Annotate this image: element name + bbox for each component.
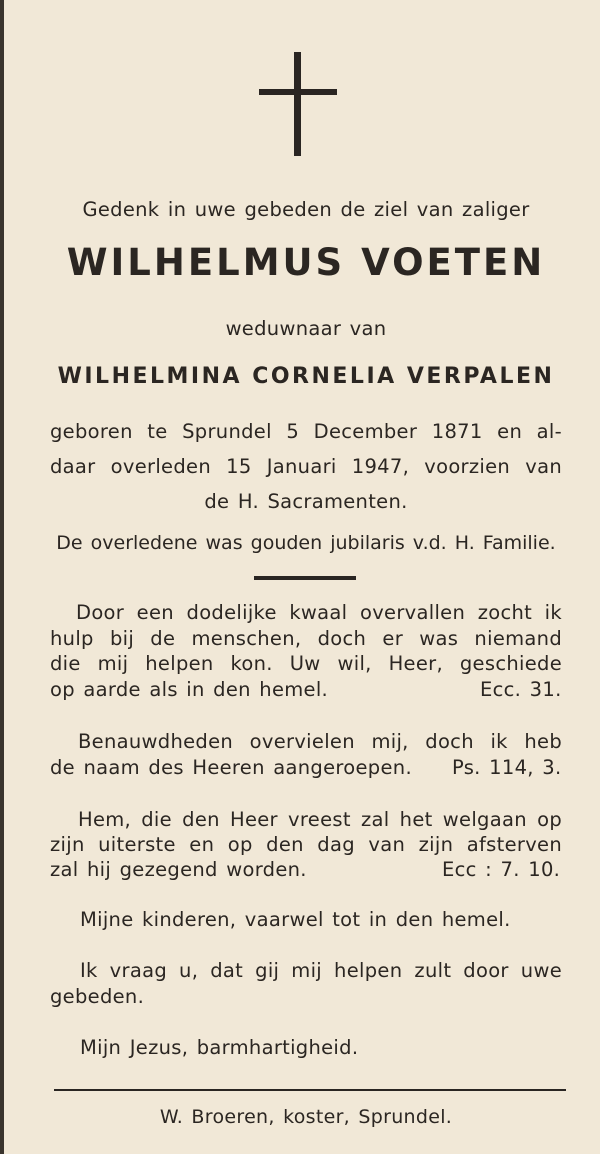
verse-2-line-2: de naam des Heeren aangeroepen.: [50, 756, 412, 779]
verse-5-line-2: gebeden.: [50, 985, 145, 1008]
verse-4: Mijne kinderen, vaarwel tot in den hemel.: [80, 908, 511, 931]
card-edge: [0, 0, 4, 1154]
verse-3-line-2: zijn uiterste en op den dag van zijn afsterven: [50, 833, 562, 856]
footer-divider: [54, 1089, 566, 1091]
bio-line-1: geboren te Sprundel 5 December 1871 en al-: [50, 420, 562, 443]
bio-line-2: daar overleden 15 Januari 1947, voorzien van: [50, 455, 562, 478]
verse-1-reference: Ecc. 31.: [480, 678, 562, 701]
section-divider: [254, 576, 356, 580]
intro-text: Gedenk in uwe gebeden de ziel van zaliger: [82, 198, 530, 221]
relation-text: weduwnaar van: [225, 317, 387, 340]
verse-2-reference: Ps. 114, 3.: [452, 756, 562, 779]
deceased-name: WILHELMUS VOETEN: [66, 241, 546, 284]
verse-1-line-3: die mij helpen kon. Uw wil, Heer, geschiede: [50, 652, 562, 675]
verse-1-line-1: Door een dodelijke kwaal overvallen zocht ik: [76, 601, 562, 624]
verse-3-line-3: zal hij gezegend worden.: [50, 858, 307, 881]
verse-3-reference: Ecc : 7. 10.: [442, 858, 561, 881]
bio-line-4: De overledene was gouden jubilaris v.d. H. Familie.: [56, 532, 556, 554]
printer-text: W. Broeren, koster, Sprundel.: [159, 1106, 453, 1128]
verse-3-line-1: Hem, die den Heer vreest zal het welgaan op: [78, 808, 562, 831]
spouse-name: WILHELMINA CORNELIA VERPALEN: [57, 364, 555, 389]
verse-2-line-1: Benauwdheden overvielen mij, doch ik heb: [78, 730, 562, 753]
verse-5-line-1: Ik vraag u, dat gij mij helpen zult door uwe: [80, 959, 562, 982]
verse-1-line-2: hulp bij de menschen, doch er was niemand: [50, 627, 562, 650]
verse-6: Mijn Jezus, barmhartigheid.: [80, 1036, 359, 1059]
bio-line-3: de H. Sacramenten.: [204, 490, 408, 513]
cross-icon: [259, 52, 339, 156]
verse-1-line-4: op aarde als in den hemel.: [50, 678, 329, 701]
